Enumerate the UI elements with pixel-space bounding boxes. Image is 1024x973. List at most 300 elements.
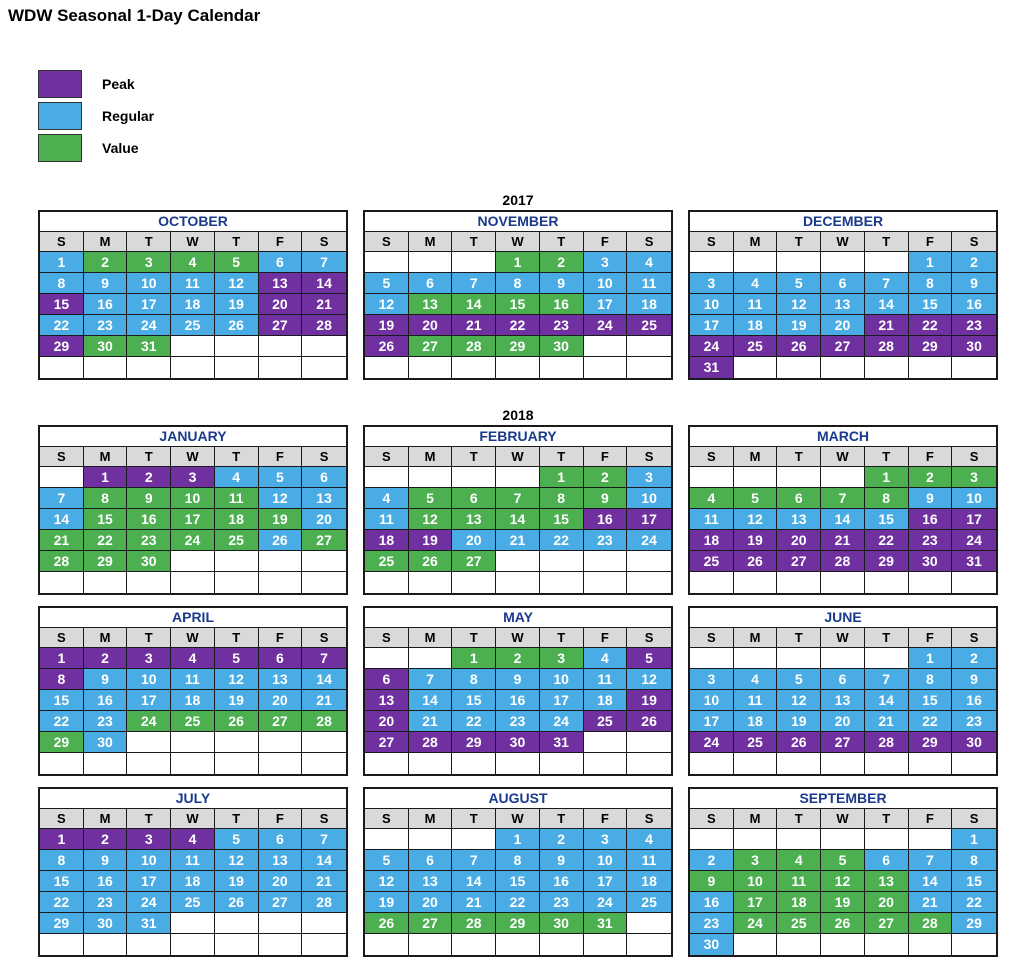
day-cell-24[interactable]: 24 xyxy=(127,711,171,732)
day-cell-29[interactable]: 29 xyxy=(952,913,996,934)
day-cell-14[interactable]: 14 xyxy=(302,273,346,294)
day-cell-29[interactable]: 29 xyxy=(865,551,909,572)
day-cell-14[interactable]: 14 xyxy=(865,690,909,711)
day-cell-15[interactable]: 15 xyxy=(909,294,953,315)
day-cell-20[interactable]: 20 xyxy=(865,892,909,913)
day-cell-24[interactable]: 24 xyxy=(734,913,778,934)
day-cell-1[interactable]: 1 xyxy=(909,648,953,669)
day-cell-15[interactable]: 15 xyxy=(40,690,84,711)
day-cell-18[interactable]: 18 xyxy=(734,315,778,336)
day-cell-11[interactable]: 11 xyxy=(171,669,215,690)
day-cell-20[interactable]: 20 xyxy=(365,711,409,732)
day-cell-21[interactable]: 21 xyxy=(302,871,346,892)
day-cell-3[interactable]: 3 xyxy=(127,829,171,850)
day-cell-23[interactable]: 23 xyxy=(84,892,128,913)
day-cell-17[interactable]: 17 xyxy=(690,711,734,732)
day-cell-19[interactable]: 19 xyxy=(409,530,453,551)
day-cell-17[interactable]: 17 xyxy=(127,294,171,315)
day-cell-18[interactable]: 18 xyxy=(584,690,628,711)
day-cell-9[interactable]: 9 xyxy=(127,488,171,509)
day-cell-27[interactable]: 27 xyxy=(821,336,865,357)
day-cell-21[interactable]: 21 xyxy=(302,690,346,711)
day-cell-6[interactable]: 6 xyxy=(259,252,303,273)
day-cell-11[interactable]: 11 xyxy=(690,509,734,530)
day-cell-8[interactable]: 8 xyxy=(909,669,953,690)
day-cell-29[interactable]: 29 xyxy=(452,732,496,753)
day-cell-11[interactable]: 11 xyxy=(215,488,259,509)
day-cell-22[interactable]: 22 xyxy=(865,530,909,551)
day-cell-6[interactable]: 6 xyxy=(821,669,865,690)
day-cell-14[interactable]: 14 xyxy=(496,509,540,530)
day-cell-9[interactable]: 9 xyxy=(540,273,584,294)
day-cell-2[interactable]: 2 xyxy=(690,850,734,871)
day-cell-16[interactable]: 16 xyxy=(690,892,734,913)
day-cell-2[interactable]: 2 xyxy=(952,252,996,273)
day-cell-8[interactable]: 8 xyxy=(84,488,128,509)
day-cell-26[interactable]: 26 xyxy=(215,711,259,732)
day-cell-27[interactable]: 27 xyxy=(409,913,453,934)
day-cell-16[interactable]: 16 xyxy=(496,690,540,711)
day-cell-23[interactable]: 23 xyxy=(540,892,584,913)
day-cell-4[interactable]: 4 xyxy=(171,648,215,669)
day-cell-7[interactable]: 7 xyxy=(409,669,453,690)
day-cell-10[interactable]: 10 xyxy=(690,690,734,711)
day-cell-5[interactable]: 5 xyxy=(821,850,865,871)
day-cell-4[interactable]: 4 xyxy=(690,488,734,509)
day-cell-4[interactable]: 4 xyxy=(365,488,409,509)
day-cell-29[interactable]: 29 xyxy=(40,732,84,753)
day-cell-10[interactable]: 10 xyxy=(584,850,628,871)
day-cell-2[interactable]: 2 xyxy=(584,467,628,488)
day-cell-19[interactable]: 19 xyxy=(627,690,671,711)
day-cell-14[interactable]: 14 xyxy=(40,509,84,530)
day-cell-6[interactable]: 6 xyxy=(259,648,303,669)
day-cell-10[interactable]: 10 xyxy=(627,488,671,509)
day-cell-15[interactable]: 15 xyxy=(40,871,84,892)
day-cell-7[interactable]: 7 xyxy=(821,488,865,509)
day-cell-13[interactable]: 13 xyxy=(302,488,346,509)
day-cell-9[interactable]: 9 xyxy=(690,871,734,892)
day-cell-25[interactable]: 25 xyxy=(584,711,628,732)
day-cell-22[interactable]: 22 xyxy=(40,711,84,732)
day-cell-8[interactable]: 8 xyxy=(952,850,996,871)
day-cell-1[interactable]: 1 xyxy=(865,467,909,488)
day-cell-24[interactable]: 24 xyxy=(584,315,628,336)
day-cell-12[interactable]: 12 xyxy=(777,690,821,711)
day-cell-9[interactable]: 9 xyxy=(540,850,584,871)
day-cell-30[interactable]: 30 xyxy=(952,732,996,753)
day-cell-12[interactable]: 12 xyxy=(627,669,671,690)
day-cell-24[interactable]: 24 xyxy=(584,892,628,913)
day-cell-24[interactable]: 24 xyxy=(127,892,171,913)
day-cell-2[interactable]: 2 xyxy=(84,252,128,273)
day-cell-4[interactable]: 4 xyxy=(171,829,215,850)
day-cell-27[interactable]: 27 xyxy=(409,336,453,357)
day-cell-23[interactable]: 23 xyxy=(127,530,171,551)
day-cell-29[interactable]: 29 xyxy=(40,336,84,357)
day-cell-1[interactable]: 1 xyxy=(496,829,540,850)
day-cell-25[interactable]: 25 xyxy=(734,336,778,357)
day-cell-19[interactable]: 19 xyxy=(215,871,259,892)
day-cell-27[interactable]: 27 xyxy=(865,913,909,934)
day-cell-1[interactable]: 1 xyxy=(84,467,128,488)
day-cell-19[interactable]: 19 xyxy=(821,892,865,913)
day-cell-25[interactable]: 25 xyxy=(627,892,671,913)
day-cell-9[interactable]: 9 xyxy=(496,669,540,690)
day-cell-15[interactable]: 15 xyxy=(540,509,584,530)
day-cell-10[interactable]: 10 xyxy=(734,871,778,892)
day-cell-24[interactable]: 24 xyxy=(952,530,996,551)
day-cell-11[interactable]: 11 xyxy=(584,669,628,690)
day-cell-3[interactable]: 3 xyxy=(127,648,171,669)
day-cell-22[interactable]: 22 xyxy=(84,530,128,551)
day-cell-3[interactable]: 3 xyxy=(540,648,584,669)
day-cell-10[interactable]: 10 xyxy=(127,273,171,294)
day-cell-21[interactable]: 21 xyxy=(302,294,346,315)
day-cell-12[interactable]: 12 xyxy=(777,294,821,315)
day-cell-7[interactable]: 7 xyxy=(302,648,346,669)
day-cell-4[interactable]: 4 xyxy=(734,669,778,690)
day-cell-11[interactable]: 11 xyxy=(171,850,215,871)
day-cell-26[interactable]: 26 xyxy=(734,551,778,572)
day-cell-3[interactable]: 3 xyxy=(734,850,778,871)
day-cell-8[interactable]: 8 xyxy=(496,850,540,871)
day-cell-2[interactable]: 2 xyxy=(496,648,540,669)
day-cell-16[interactable]: 16 xyxy=(127,509,171,530)
day-cell-29[interactable]: 29 xyxy=(40,913,84,934)
day-cell-13[interactable]: 13 xyxy=(865,871,909,892)
day-cell-3[interactable]: 3 xyxy=(171,467,215,488)
day-cell-31[interactable]: 31 xyxy=(690,357,734,378)
day-cell-26[interactable]: 26 xyxy=(777,732,821,753)
day-cell-16[interactable]: 16 xyxy=(540,871,584,892)
day-cell-5[interactable]: 5 xyxy=(259,467,303,488)
day-cell-11[interactable]: 11 xyxy=(365,509,409,530)
day-cell-22[interactable]: 22 xyxy=(952,892,996,913)
day-cell-21[interactable]: 21 xyxy=(409,711,453,732)
day-cell-30[interactable]: 30 xyxy=(84,336,128,357)
day-cell-29[interactable]: 29 xyxy=(84,551,128,572)
day-cell-20[interactable]: 20 xyxy=(777,530,821,551)
day-cell-9[interactable]: 9 xyxy=(584,488,628,509)
day-cell-28[interactable]: 28 xyxy=(909,913,953,934)
day-cell-9[interactable]: 9 xyxy=(952,273,996,294)
day-cell-17[interactable]: 17 xyxy=(734,892,778,913)
day-cell-1[interactable]: 1 xyxy=(40,648,84,669)
day-cell-8[interactable]: 8 xyxy=(40,273,84,294)
day-cell-25[interactable]: 25 xyxy=(734,732,778,753)
day-cell-21[interactable]: 21 xyxy=(40,530,84,551)
day-cell-25[interactable]: 25 xyxy=(777,913,821,934)
day-cell-21[interactable]: 21 xyxy=(452,315,496,336)
day-cell-31[interactable]: 31 xyxy=(540,732,584,753)
day-cell-28[interactable]: 28 xyxy=(821,551,865,572)
day-cell-27[interactable]: 27 xyxy=(365,732,409,753)
day-cell-20[interactable]: 20 xyxy=(821,315,865,336)
day-cell-21[interactable]: 21 xyxy=(909,892,953,913)
day-cell-17[interactable]: 17 xyxy=(540,690,584,711)
day-cell-8[interactable]: 8 xyxy=(452,669,496,690)
day-cell-7[interactable]: 7 xyxy=(496,488,540,509)
day-cell-6[interactable]: 6 xyxy=(821,273,865,294)
day-cell-7[interactable]: 7 xyxy=(452,273,496,294)
day-cell-26[interactable]: 26 xyxy=(821,913,865,934)
day-cell-22[interactable]: 22 xyxy=(540,530,584,551)
day-cell-24[interactable]: 24 xyxy=(690,336,734,357)
day-cell-5[interactable]: 5 xyxy=(365,273,409,294)
day-cell-21[interactable]: 21 xyxy=(865,711,909,732)
day-cell-26[interactable]: 26 xyxy=(259,530,303,551)
day-cell-19[interactable]: 19 xyxy=(365,892,409,913)
day-cell-8[interactable]: 8 xyxy=(40,850,84,871)
day-cell-21[interactable]: 21 xyxy=(821,530,865,551)
day-cell-16[interactable]: 16 xyxy=(84,690,128,711)
day-cell-13[interactable]: 13 xyxy=(365,690,409,711)
day-cell-15[interactable]: 15 xyxy=(496,871,540,892)
day-cell-12[interactable]: 12 xyxy=(365,871,409,892)
day-cell-3[interactable]: 3 xyxy=(627,467,671,488)
day-cell-22[interactable]: 22 xyxy=(496,315,540,336)
day-cell-6[interactable]: 6 xyxy=(865,850,909,871)
day-cell-10[interactable]: 10 xyxy=(127,850,171,871)
day-cell-18[interactable]: 18 xyxy=(690,530,734,551)
day-cell-30[interactable]: 30 xyxy=(540,913,584,934)
day-cell-20[interactable]: 20 xyxy=(409,315,453,336)
day-cell-24[interactable]: 24 xyxy=(540,711,584,732)
day-cell-14[interactable]: 14 xyxy=(452,871,496,892)
day-cell-7[interactable]: 7 xyxy=(909,850,953,871)
day-cell-2[interactable]: 2 xyxy=(540,829,584,850)
day-cell-8[interactable]: 8 xyxy=(40,669,84,690)
day-cell-19[interactable]: 19 xyxy=(215,294,259,315)
day-cell-13[interactable]: 13 xyxy=(259,669,303,690)
day-cell-28[interactable]: 28 xyxy=(865,732,909,753)
day-cell-3[interactable]: 3 xyxy=(584,829,628,850)
day-cell-15[interactable]: 15 xyxy=(909,690,953,711)
day-cell-3[interactable]: 3 xyxy=(952,467,996,488)
day-cell-22[interactable]: 22 xyxy=(40,315,84,336)
day-cell-26[interactable]: 26 xyxy=(409,551,453,572)
day-cell-7[interactable]: 7 xyxy=(40,488,84,509)
day-cell-10[interactable]: 10 xyxy=(171,488,215,509)
day-cell-19[interactable]: 19 xyxy=(777,711,821,732)
day-cell-17[interactable]: 17 xyxy=(690,315,734,336)
day-cell-13[interactable]: 13 xyxy=(409,294,453,315)
day-cell-18[interactable]: 18 xyxy=(171,871,215,892)
day-cell-8[interactable]: 8 xyxy=(909,273,953,294)
day-cell-28[interactable]: 28 xyxy=(865,336,909,357)
day-cell-12[interactable]: 12 xyxy=(215,273,259,294)
day-cell-20[interactable]: 20 xyxy=(452,530,496,551)
day-cell-13[interactable]: 13 xyxy=(777,509,821,530)
day-cell-12[interactable]: 12 xyxy=(734,509,778,530)
day-cell-15[interactable]: 15 xyxy=(865,509,909,530)
day-cell-27[interactable]: 27 xyxy=(259,315,303,336)
day-cell-2[interactable]: 2 xyxy=(909,467,953,488)
day-cell-27[interactable]: 27 xyxy=(821,732,865,753)
day-cell-15[interactable]: 15 xyxy=(952,871,996,892)
day-cell-26[interactable]: 26 xyxy=(365,913,409,934)
day-cell-18[interactable]: 18 xyxy=(734,711,778,732)
day-cell-30[interactable]: 30 xyxy=(84,913,128,934)
day-cell-24[interactable]: 24 xyxy=(127,315,171,336)
day-cell-3[interactable]: 3 xyxy=(690,669,734,690)
day-cell-17[interactable]: 17 xyxy=(584,294,628,315)
day-cell-1[interactable]: 1 xyxy=(40,829,84,850)
day-cell-30[interactable]: 30 xyxy=(84,732,128,753)
day-cell-26[interactable]: 26 xyxy=(365,336,409,357)
day-cell-20[interactable]: 20 xyxy=(259,294,303,315)
day-cell-11[interactable]: 11 xyxy=(171,273,215,294)
day-cell-6[interactable]: 6 xyxy=(452,488,496,509)
day-cell-30[interactable]: 30 xyxy=(127,551,171,572)
day-cell-4[interactable]: 4 xyxy=(627,829,671,850)
day-cell-8[interactable]: 8 xyxy=(496,273,540,294)
day-cell-23[interactable]: 23 xyxy=(952,315,996,336)
day-cell-12[interactable]: 12 xyxy=(215,850,259,871)
day-cell-11[interactable]: 11 xyxy=(777,871,821,892)
day-cell-6[interactable]: 6 xyxy=(777,488,821,509)
day-cell-30[interactable]: 30 xyxy=(496,732,540,753)
day-cell-12[interactable]: 12 xyxy=(215,669,259,690)
day-cell-5[interactable]: 5 xyxy=(777,273,821,294)
day-cell-1[interactable]: 1 xyxy=(40,252,84,273)
day-cell-17[interactable]: 17 xyxy=(584,871,628,892)
day-cell-5[interactable]: 5 xyxy=(215,252,259,273)
day-cell-22[interactable]: 22 xyxy=(452,711,496,732)
day-cell-21[interactable]: 21 xyxy=(496,530,540,551)
day-cell-14[interactable]: 14 xyxy=(452,294,496,315)
day-cell-5[interactable]: 5 xyxy=(734,488,778,509)
day-cell-12[interactable]: 12 xyxy=(409,509,453,530)
day-cell-3[interactable]: 3 xyxy=(690,273,734,294)
day-cell-23[interactable]: 23 xyxy=(496,711,540,732)
day-cell-22[interactable]: 22 xyxy=(909,315,953,336)
day-cell-9[interactable]: 9 xyxy=(84,850,128,871)
day-cell-19[interactable]: 19 xyxy=(259,509,303,530)
day-cell-7[interactable]: 7 xyxy=(302,252,346,273)
day-cell-4[interactable]: 4 xyxy=(734,273,778,294)
day-cell-23[interactable]: 23 xyxy=(690,913,734,934)
day-cell-27[interactable]: 27 xyxy=(302,530,346,551)
day-cell-23[interactable]: 23 xyxy=(909,530,953,551)
day-cell-13[interactable]: 13 xyxy=(259,273,303,294)
day-cell-28[interactable]: 28 xyxy=(40,551,84,572)
day-cell-29[interactable]: 29 xyxy=(496,336,540,357)
day-cell-10[interactable]: 10 xyxy=(584,273,628,294)
day-cell-23[interactable]: 23 xyxy=(84,315,128,336)
day-cell-31[interactable]: 31 xyxy=(952,551,996,572)
day-cell-2[interactable]: 2 xyxy=(127,467,171,488)
day-cell-13[interactable]: 13 xyxy=(452,509,496,530)
day-cell-25[interactable]: 25 xyxy=(171,892,215,913)
day-cell-15[interactable]: 15 xyxy=(40,294,84,315)
day-cell-20[interactable]: 20 xyxy=(821,711,865,732)
day-cell-7[interactable]: 7 xyxy=(865,273,909,294)
day-cell-13[interactable]: 13 xyxy=(821,294,865,315)
day-cell-15[interactable]: 15 xyxy=(84,509,128,530)
day-cell-23[interactable]: 23 xyxy=(84,711,128,732)
day-cell-11[interactable]: 11 xyxy=(734,690,778,711)
day-cell-4[interactable]: 4 xyxy=(777,850,821,871)
day-cell-16[interactable]: 16 xyxy=(84,294,128,315)
day-cell-9[interactable]: 9 xyxy=(84,273,128,294)
day-cell-18[interactable]: 18 xyxy=(365,530,409,551)
day-cell-7[interactable]: 7 xyxy=(452,850,496,871)
day-cell-10[interactable]: 10 xyxy=(127,669,171,690)
day-cell-28[interactable]: 28 xyxy=(302,892,346,913)
day-cell-29[interactable]: 29 xyxy=(909,336,953,357)
day-cell-9[interactable]: 9 xyxy=(84,669,128,690)
day-cell-1[interactable]: 1 xyxy=(540,467,584,488)
day-cell-25[interactable]: 25 xyxy=(690,551,734,572)
day-cell-8[interactable]: 8 xyxy=(540,488,584,509)
day-cell-1[interactable]: 1 xyxy=(909,252,953,273)
day-cell-16[interactable]: 16 xyxy=(584,509,628,530)
day-cell-23[interactable]: 23 xyxy=(584,530,628,551)
day-cell-1[interactable]: 1 xyxy=(496,252,540,273)
day-cell-17[interactable]: 17 xyxy=(952,509,996,530)
day-cell-5[interactable]: 5 xyxy=(215,648,259,669)
day-cell-19[interactable]: 19 xyxy=(777,315,821,336)
day-cell-6[interactable]: 6 xyxy=(409,273,453,294)
day-cell-10[interactable]: 10 xyxy=(952,488,996,509)
day-cell-17[interactable]: 17 xyxy=(171,509,215,530)
day-cell-12[interactable]: 12 xyxy=(365,294,409,315)
day-cell-31[interactable]: 31 xyxy=(127,913,171,934)
day-cell-27[interactable]: 27 xyxy=(777,551,821,572)
day-cell-21[interactable]: 21 xyxy=(865,315,909,336)
day-cell-11[interactable]: 11 xyxy=(734,294,778,315)
day-cell-3[interactable]: 3 xyxy=(127,252,171,273)
day-cell-25[interactable]: 25 xyxy=(215,530,259,551)
day-cell-20[interactable]: 20 xyxy=(409,892,453,913)
day-cell-14[interactable]: 14 xyxy=(865,294,909,315)
day-cell-12[interactable]: 12 xyxy=(821,871,865,892)
day-cell-24[interactable]: 24 xyxy=(627,530,671,551)
day-cell-21[interactable]: 21 xyxy=(452,892,496,913)
day-cell-25[interactable]: 25 xyxy=(365,551,409,572)
day-cell-17[interactable]: 17 xyxy=(127,690,171,711)
day-cell-14[interactable]: 14 xyxy=(302,669,346,690)
day-cell-3[interactable]: 3 xyxy=(584,252,628,273)
day-cell-7[interactable]: 7 xyxy=(302,829,346,850)
day-cell-4[interactable]: 4 xyxy=(171,252,215,273)
day-cell-27[interactable]: 27 xyxy=(452,551,496,572)
day-cell-7[interactable]: 7 xyxy=(865,669,909,690)
day-cell-5[interactable]: 5 xyxy=(215,829,259,850)
day-cell-17[interactable]: 17 xyxy=(127,871,171,892)
day-cell-22[interactable]: 22 xyxy=(909,711,953,732)
day-cell-30[interactable]: 30 xyxy=(690,934,734,955)
day-cell-30[interactable]: 30 xyxy=(540,336,584,357)
day-cell-11[interactable]: 11 xyxy=(627,273,671,294)
day-cell-31[interactable]: 31 xyxy=(171,551,215,572)
day-cell-16[interactable]: 16 xyxy=(909,509,953,530)
day-cell-27[interactable]: 27 xyxy=(259,711,303,732)
day-cell-13[interactable]: 13 xyxy=(259,850,303,871)
day-cell-4[interactable]: 4 xyxy=(215,467,259,488)
day-cell-24[interactable]: 24 xyxy=(171,530,215,551)
day-cell-1[interactable]: 1 xyxy=(452,648,496,669)
day-cell-14[interactable]: 14 xyxy=(409,690,453,711)
day-cell-19[interactable]: 19 xyxy=(734,530,778,551)
day-cell-5[interactable]: 5 xyxy=(777,669,821,690)
day-cell-2[interactable]: 2 xyxy=(84,648,128,669)
day-cell-14[interactable]: 14 xyxy=(302,850,346,871)
day-cell-12[interactable]: 12 xyxy=(259,488,303,509)
day-cell-30[interactable]: 30 xyxy=(909,551,953,572)
